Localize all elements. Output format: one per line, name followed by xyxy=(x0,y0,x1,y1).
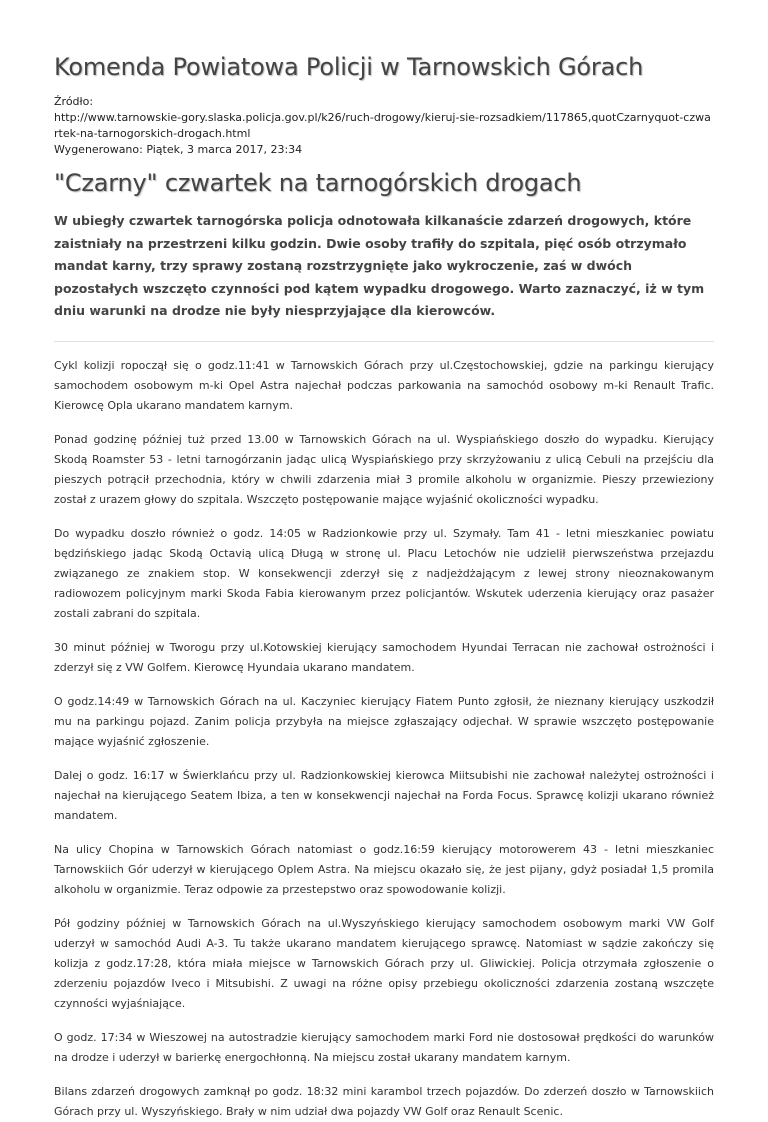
document-meta xyxy=(54,94,714,158)
article-paragraph: O godz.14:49 w Tarnowskich Górach na ul. Kaczyniec kierujący Fiatem Punto zgłosił, że nieznany kierujący uszkodził mu na parkingu pojazd. Zanim policja przybyła na miejsce zgłaszający odjechał. W sprawie wszczęto postępowanie mające wyjaśnić zgłoszenie. xyxy=(54,694,714,748)
article-body xyxy=(54,356,714,1122)
article-title: "Czarny" czwartek na tarnogórskich drogach xyxy=(54,169,582,197)
article-paragraph: Pół godziny później w Tarnowskich Górach na ul.Wyszyńskiego kierujący samochodem osobowym marki VW Golf uderzył w samochód Audi A-3. Tu także ukarano mandatem kierującego sprawcę. Natomiast w sądzie zakończy się kolizja z godz.17:28, która miała miejsce w Tarnowskich Górach przy ul. Gliwickiej. Policja otrzymała zgłoszenie o zderzeniu pojazdów Iveco i Mitsubishi. Z uwagi na różne opisy przebiegu okoliczności zdarzenia zostaną wszczęte czynności wyjaśniające. xyxy=(54,916,714,1010)
article-paragraph: 30 minut później w Tworogu przy ul.Kotowskiej kierujący samochodem Hyundai Terracan nie zachował ostrożności i zderzył się z VW Golfem. Kierowcę Hyundaia ukarano mandatem. xyxy=(54,640,714,674)
article-paragraph: Dalej o godz. 16:17 w Świerklańcu przy ul. Radzionkowskiej kierowca Miitsubishi nie zachował należytej ostrożności i najechał na kierującego Seatem Ibiza, a ten w konsekwencji najechał na Forda Focus. Sprawcę kolizji ukarano również mandatem. xyxy=(54,768,714,822)
article-paragraph: Cykl kolizji ropoczął się o godz.11:41 w Tarnowskich Górach przy ul.Częstochowskiej, gdzie na parkingu kierujący samochodem osobowym m-ki Opel Astra najechał podczas parkowania na samochód osobowy m-ki Renault Trafic. Kierowcę Opla ukarano mandatem karnym. xyxy=(54,358,714,412)
article-paragraph: Bilans zdarzeń drogowych zamknął po godz. 18:32 mini karambol trzech pojazdów. Do zderzeń doszło w Tarnowskiich Górach przy ul. Wyszyńskiego. Brały w nim udział dwa pojazdy VW Golf oraz Renault Scenic. xyxy=(54,1084,714,1118)
article-paragraph: Do wypadku doszło również o godz. 14:05 w Radzionkowie przy ul. Szymały. Tam 41 - letni mieszkaniec powiatu będzińskiego jadąc Skodą Octavią ulicą Długą w stronę ul. Placu Letochów nie udzielił pierwszeństwa przejazdu związanego ze znakiem stop. W konsekwencji zderzył się z nadjeżdżającym z lewej strony nieoznakowanym radiowozem policyjnym marki Skoda Fabia kierowanym przez policjantów. Wskutek uderzenia kierujący oraz pasażer zostali zabrani do szpitala. xyxy=(54,526,714,620)
source-label: Źródło: xyxy=(54,95,94,108)
lead-divider xyxy=(54,341,714,342)
generated-date: Wygenerowano: Piątek, 3 marca 2017, 23:34 xyxy=(54,143,303,156)
article-paragraph: Na ulicy Chopina w Tarnowskich Górach natomiast o godz.16:59 kierujący motorowerem 43 - letni mieszkaniec Tarnowskiich Gór uderzył w kierującego Oplem Astra. Na miejscu okazało się, że jest pijany, gdyż posiadał 1,5 promila alkoholu w organizmie. Teraz odpowie za przestepstwo oraz spowodowanie kolizji. xyxy=(54,842,714,896)
source-url: http://www.tarnowskie-gory.slaska.policja.gov.pl/k26/ruch-drogowy/kieruj-sie-rozsadkiem/117865,quotCzarnyquot-czwartek-na-tarnogorskich-drogach.html xyxy=(54,111,711,140)
site-title: Komenda Powiatowa Policji w Tarnowskich Górach xyxy=(54,53,644,81)
article-paragraph: Ponad godzinę później tuż przed 13.00 w Tarnowskich Górach na ul. Wyspiańskiego doszło do wypadku. Kierujący Skodą Roamster 53 - letni tarnogórzanin jadąc ulicą Wyspiańskiego przy skrzyżowaniu z ulicą Cebuli na przejściu dla pieszych potrącił przechodnia, który w chwili zdarzenia miał 3 promile alkoholu w organizmie. Pieszy przewieziony został z urazem głowy do szpitala. Wszczęto postępowanie mające wyjaśnić okoliczności wypadku. xyxy=(54,432,714,506)
article-paragraph: O godz. 17:34 w Wieszowej na autostradzie kierujący samochodem marki Ford nie dostosował prędkości do warunków na drodze i uderzył w barierkę energochłonną. Na miejscu został ukarany mandatem karnym. xyxy=(54,1030,714,1064)
article-lead: W ubiegły czwartek tarnogórska policja odnotowała kilkanaście zdarzeń drogowych, które zaistniały na przestrzeni kilku godzin. Dwie osoby trafiły do szpitala, pięć osób otrzymało mandat karny, trzy sprawy zostaną rozstrzygnięte jako wykroczenie, zaś w dwóch pozostałych wszczęto czynności pod kątem wypadku drogowego. Warto zaznaczyć, iż w tym dniu warunki na drodze nie były niesprzyjające dla kierowców. xyxy=(54,213,705,318)
